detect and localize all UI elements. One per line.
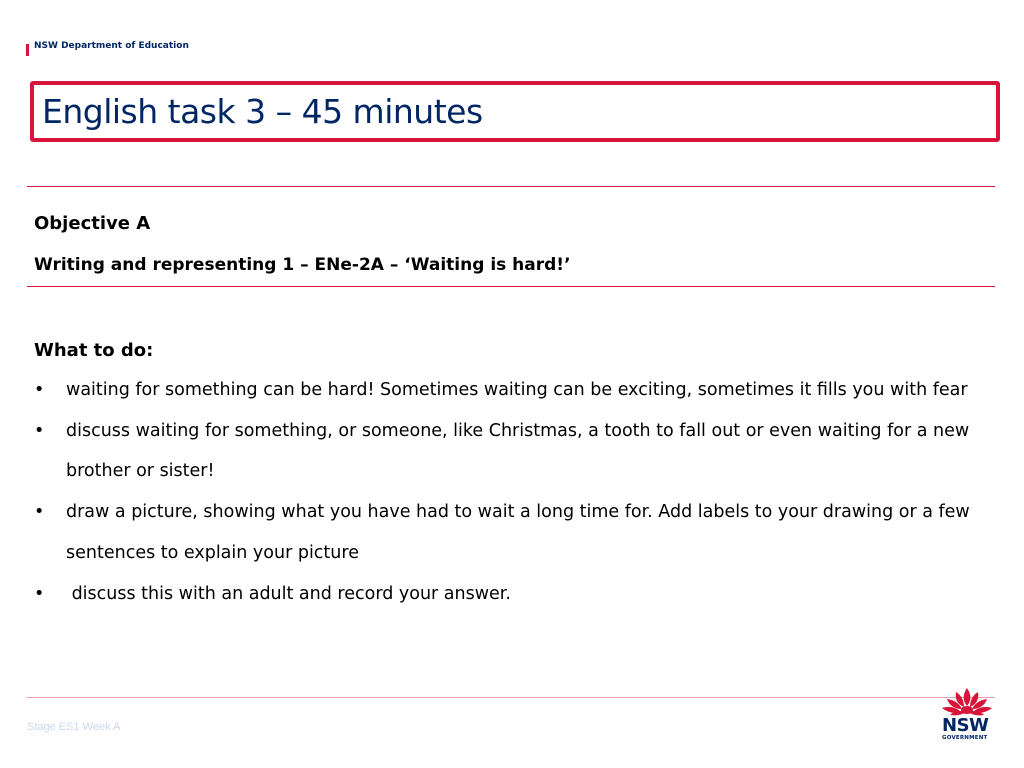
nsw-logo-subtext: GOVERNMENT [942,735,988,741]
divider-middle [27,286,995,287]
list-item [34,574,998,615]
divider-top [27,186,995,187]
department-header [26,40,189,56]
task-list [34,370,998,614]
department-name: NSW Department of Education [34,41,189,51]
bullet-icon: • [34,420,45,441]
footer-label: Stage ES1 Week A [27,721,121,733]
list-item [34,492,998,573]
title-box [30,81,1000,142]
what-to-do-heading: What to do: [34,340,154,361]
nsw-logo-word: NSW [942,715,989,736]
list-item-text: discuss this with an adult and record your answer. [66,583,511,604]
list-item-text: waiting for something can be hard! Sometimes waiting can be exciting, sometimes it fills you with fear [66,380,968,400]
list-item-text: draw a picture, showing what you have had to wait a long time for. Add labels to your drawing or a few sentences to explain your picture [66,502,970,563]
objective-heading: Objective A [34,213,151,234]
page-title: English task 3 – 45 minutes [42,92,483,131]
list-item [34,411,998,492]
divider-footer [27,697,995,698]
bullet-icon: • [34,502,45,523]
bullet-icon: • [34,380,45,400]
list-item-text: discuss waiting for something, or someone, like Christmas, a tooth to fall out or even waiting for a new brother or sister! [66,420,970,482]
objective-subheading: Writing and representing 1 – ENe-2A – ‘Waiting is hard!’ [34,255,571,275]
department-accent-bar [26,44,29,56]
bullet-icon: • [34,583,45,604]
list-item [34,370,998,411]
